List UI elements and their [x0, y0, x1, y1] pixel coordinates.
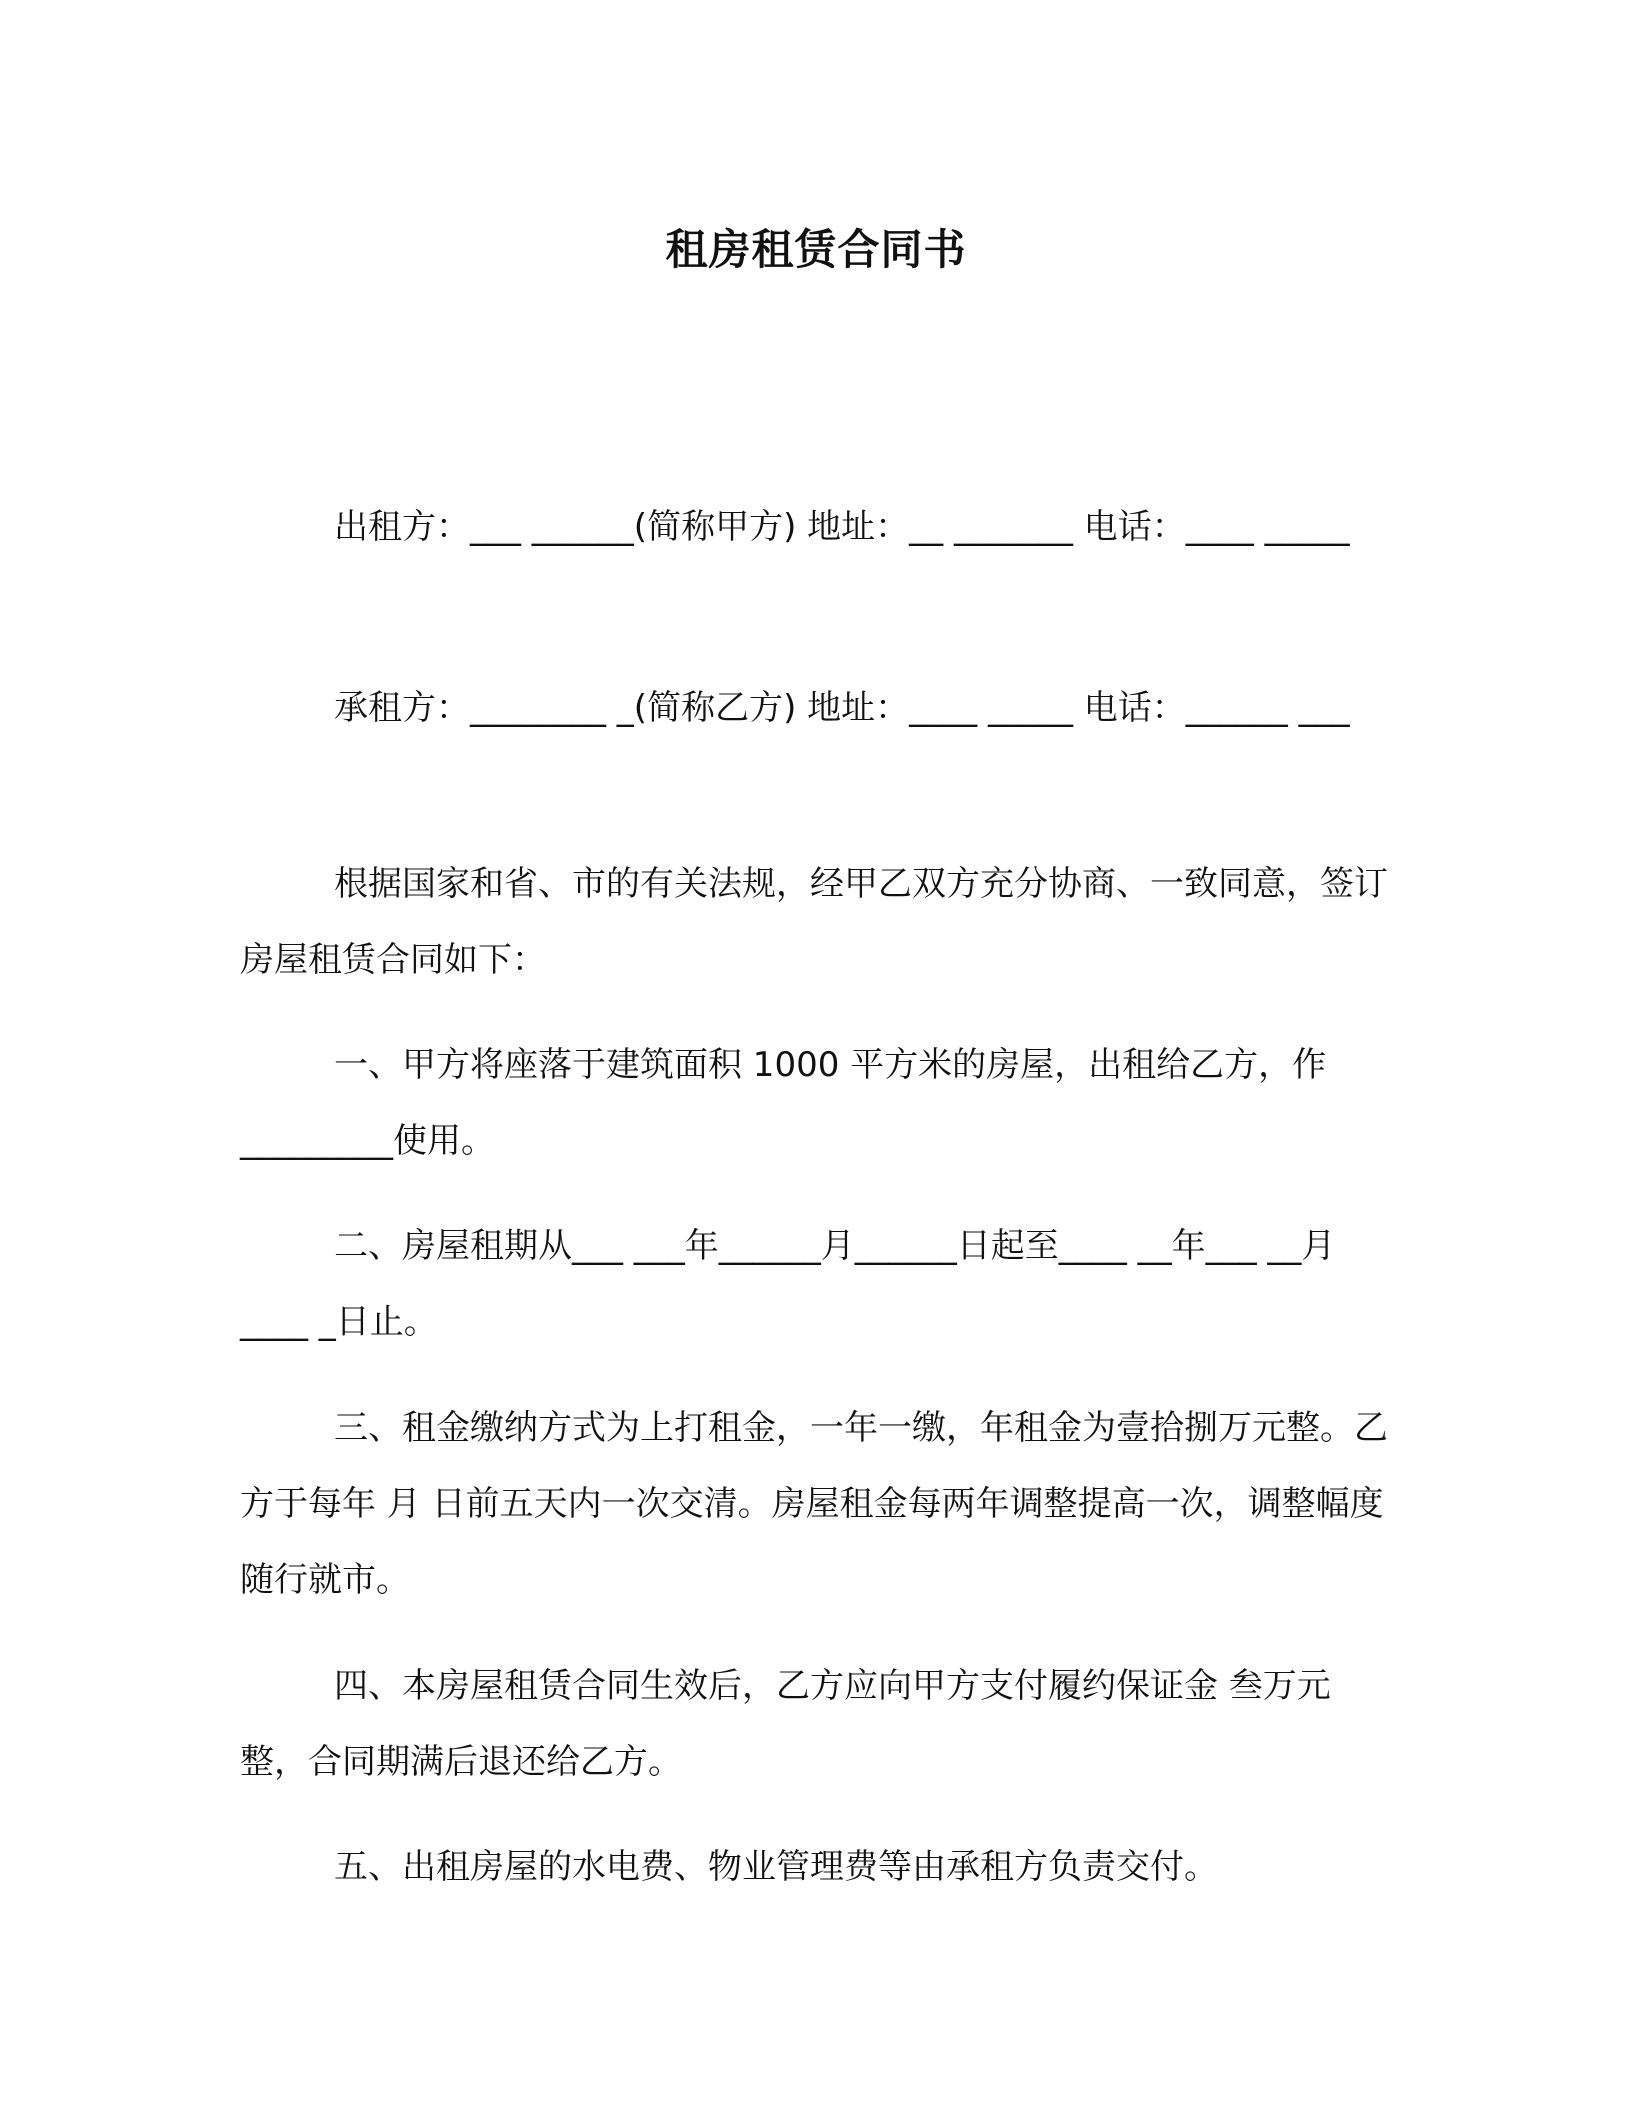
clause-5-paragraph: [240, 1829, 1390, 1905]
basis-text: 根据国家和省、市的有关法规，经甲乙双方充分协商、一致同意，签订房屋租赁合同如下：: [240, 864, 1388, 980]
clause-4-text: 四、本房屋租赁合同生效后，乙方应向甲方支付履约保证金 叁万元整，合同期满后退还给乙方。: [240, 1666, 1331, 1782]
clause-4-paragraph: [240, 1648, 1390, 1800]
lessee-text: 承租方：________ _(简称乙方) 地址：____ _____ 电话：______ ___: [334, 688, 1350, 728]
clause-3-paragraph: [240, 1390, 1390, 1618]
lessor-paragraph: [240, 482, 1390, 572]
lessee-paragraph: [240, 663, 1390, 753]
clause-3-text: 三、租金缴纳方式为上打租金，一年一缴，年租金为壹拾捌万元整。乙方于每年 月 日前五天内一次交清。房屋租金每两年调整提高一次，调整幅度随行就市。: [240, 1408, 1388, 1600]
clause-1-paragraph: [240, 1027, 1390, 1179]
clause-1-text: 一、甲方将座落于建筑面积 1000 平方米的房屋，出租给乙方，作_________使用。: [240, 1045, 1327, 1161]
document-title: 租房租赁合同书: [665, 225, 967, 274]
basis-paragraph: [240, 846, 1390, 998]
lessor-text: 出租方：___ ______(简称甲方) 地址：__ _______ 电话：____ _____: [334, 507, 1350, 547]
clause-5-text: 五、出租房屋的水电费、物业管理费等由承租方负责交付。: [334, 1847, 1218, 1887]
clause-2-paragraph: [240, 1208, 1390, 1360]
clause-2-text: 二、房屋租期从___ ___年______月______日起至____ __年___ __月____ _日止。: [240, 1226, 1336, 1342]
